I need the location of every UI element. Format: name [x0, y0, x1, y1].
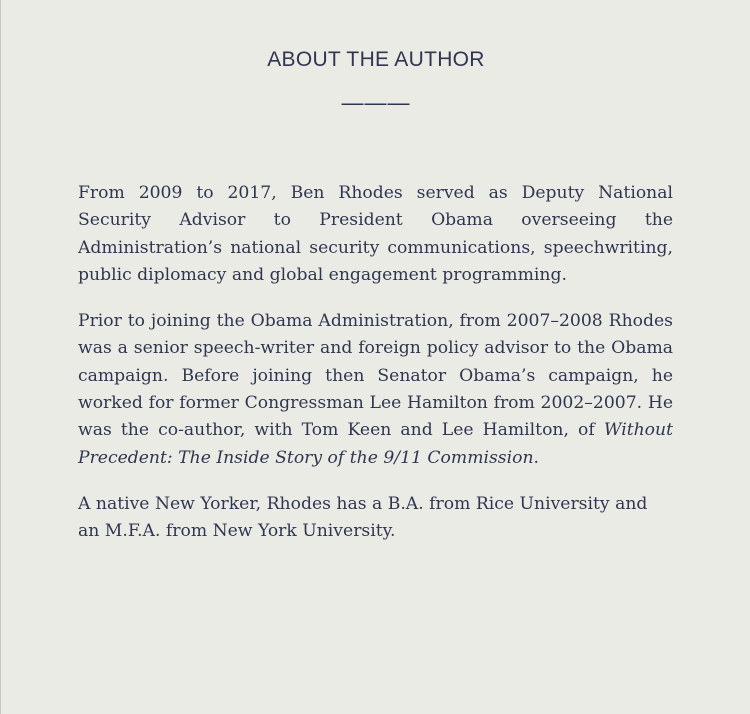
title-divider: ———: [341, 90, 411, 115]
bio-paragraph-2-end: .: [533, 447, 540, 468]
book-title: Without Precedent: The Inside Story of the 9/11 Commission: [78, 420, 673, 468]
bio-paragraph-2-text: Prior to joining the Obama Administration, from 2007–2008 Rhodes was a senior speech-writer and foreign policy advisor to the Obama campaign. Before joining then Senator Obama’s campaign, he worked for former Congressman Lee Hamilton from 2002–2007. He was the co-author, with Tom Keen and Lee Hamilton, of: [78, 311, 673, 441]
page-title: ABOUT THE AUTHOR: [267, 48, 485, 71]
bio-paragraph-3: A native New Yorker, Rhodes has a B.A. from Rice University and an M.F.A. from New York University.: [78, 493, 648, 542]
author-bio: [78, 180, 673, 565]
bio-paragraph-1: From 2009 to 2017, Ben Rhodes served as Deputy National Security Advisor to President Obama overseeing the Administration’s national security communications, speechwriting, public diplomacy and global engagement programming.: [78, 183, 673, 285]
bio-paragraph-2: [78, 308, 673, 472]
